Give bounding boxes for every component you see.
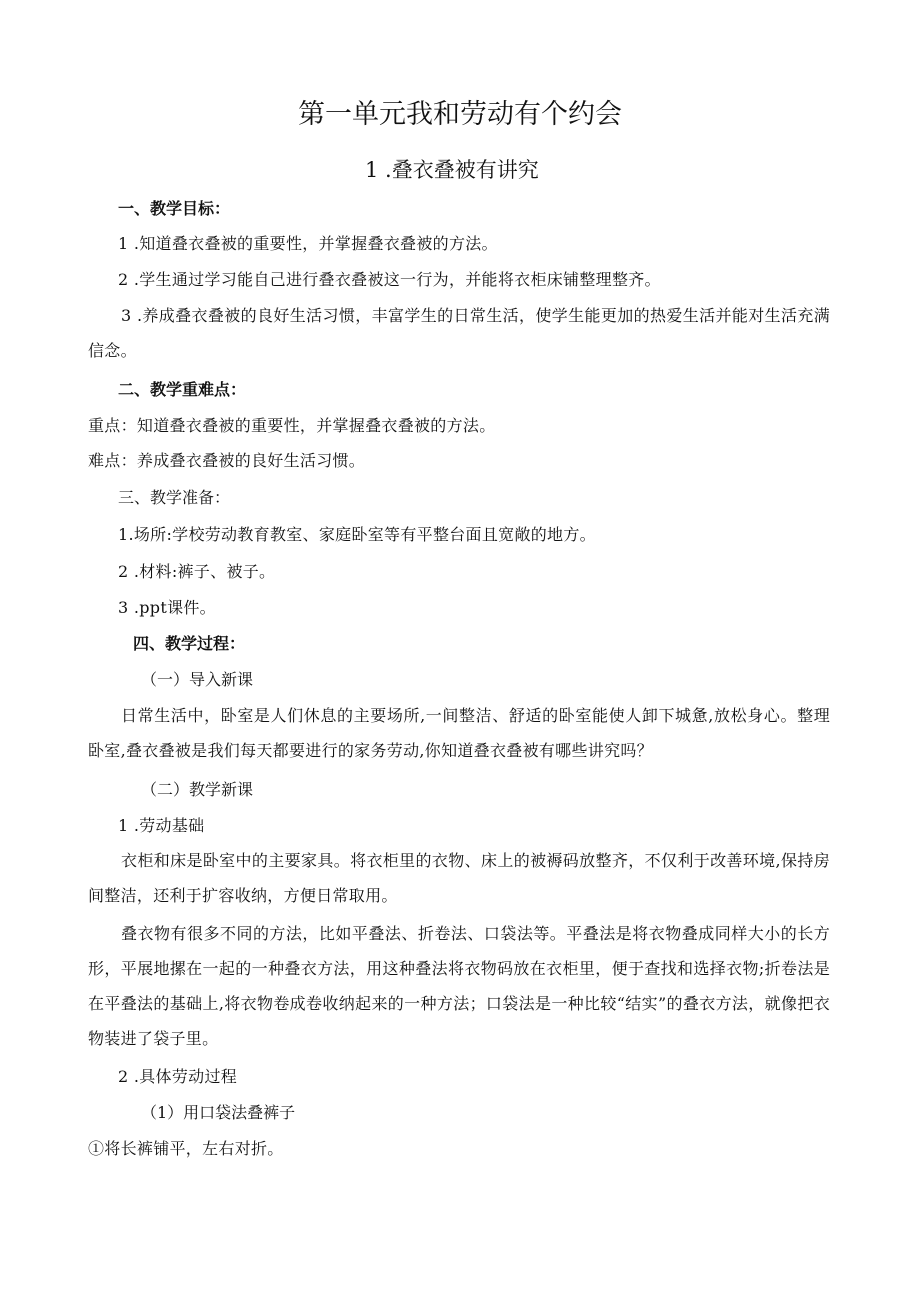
labor-basics-heading: 1 .劳动基础 xyxy=(118,816,205,835)
document-title: 第一单元我和劳动有个约会 xyxy=(298,99,622,130)
labor-basics-paragraph-1: 衣柜和床是卧室中的主要家具。将衣柜里的衣物、床上的被褥码放整齐，不仅利于改善环境,保持房间整洁，还利于扩容收纳，方便日常取用。 xyxy=(88,851,830,905)
section-heading-process: 四、教学过程： xyxy=(133,634,246,653)
labor-basics-paragraph-2: 叠衣物有很多不同的方法，比如平叠法、折卷法、口袋法等。平叠法是将衣物叠成同样大小的长方形，平展地摞在一起的一种叠衣方法，用这种叠法将衣物码放在衣柜里，便于查找和选择衣物;折卷法是在平叠法的基础上,将衣物卷成卷收纳起来的一种方法；口袋法是一种比较“结实”的叠衣方法，就像把衣物装进了袋子里。 xyxy=(88,924,830,1048)
objective-item-3: 3 .养成叠衣叠被的良好生活习惯，丰富学生的日常生活，使学生能更加的热爱生活并能对生活充满信念。 xyxy=(88,306,830,360)
subsection-heading-intro: （一）导入新课 xyxy=(141,670,254,689)
pants-folding-step-1: ①将长裤铺平，左右对折。 xyxy=(88,1139,284,1158)
section-heading-preparation: 三、教学准备： xyxy=(118,488,231,507)
preparation-item-3: 3 .ppt课件。 xyxy=(118,598,216,617)
section-heading-objectives: 一、教学目标： xyxy=(118,199,231,218)
intro-paragraph: 日常生活中，卧室是人们休息的主要场所,一间整洁、舒适的卧室能使人卸下城惫,放松身心。整理卧室,叠衣叠被是我们每天都要进行的家务劳动,你知道叠衣叠被有哪些讲究吗？ xyxy=(88,706,830,760)
pants-folding-heading: （1）用口袋法叠裤子 xyxy=(141,1103,296,1122)
preparation-item-2: 2 .材料:裤子、被子。 xyxy=(118,562,276,581)
objective-item-2: 2 .学生通过学习能自己进行叠衣叠被这一行为，并能将衣柜床铺整理整齐。 xyxy=(118,270,661,289)
lesson-title: 1 .叠衣叠被有讲究 xyxy=(365,158,539,182)
labor-process-heading: 2 .具体劳动过程 xyxy=(118,1067,238,1086)
key-point: 重点：知道叠衣叠被的重要性，并掌握叠衣叠被的方法。 xyxy=(88,416,496,435)
difficulty-point: 难点：养成叠衣叠被的良好生活习惯。 xyxy=(88,451,366,470)
objective-item-1: 1 .知道叠衣叠被的重要性，并掌握叠衣叠被的方法。 xyxy=(118,234,498,253)
preparation-item-1: 1.场所:学校劳动教育教室、家庭卧室等有平整台面且宽敞的地方。 xyxy=(118,525,596,544)
subsection-heading-new-lesson: （二）教学新课 xyxy=(141,780,254,799)
section-heading-key-points: 二、教学重难点： xyxy=(118,380,247,399)
